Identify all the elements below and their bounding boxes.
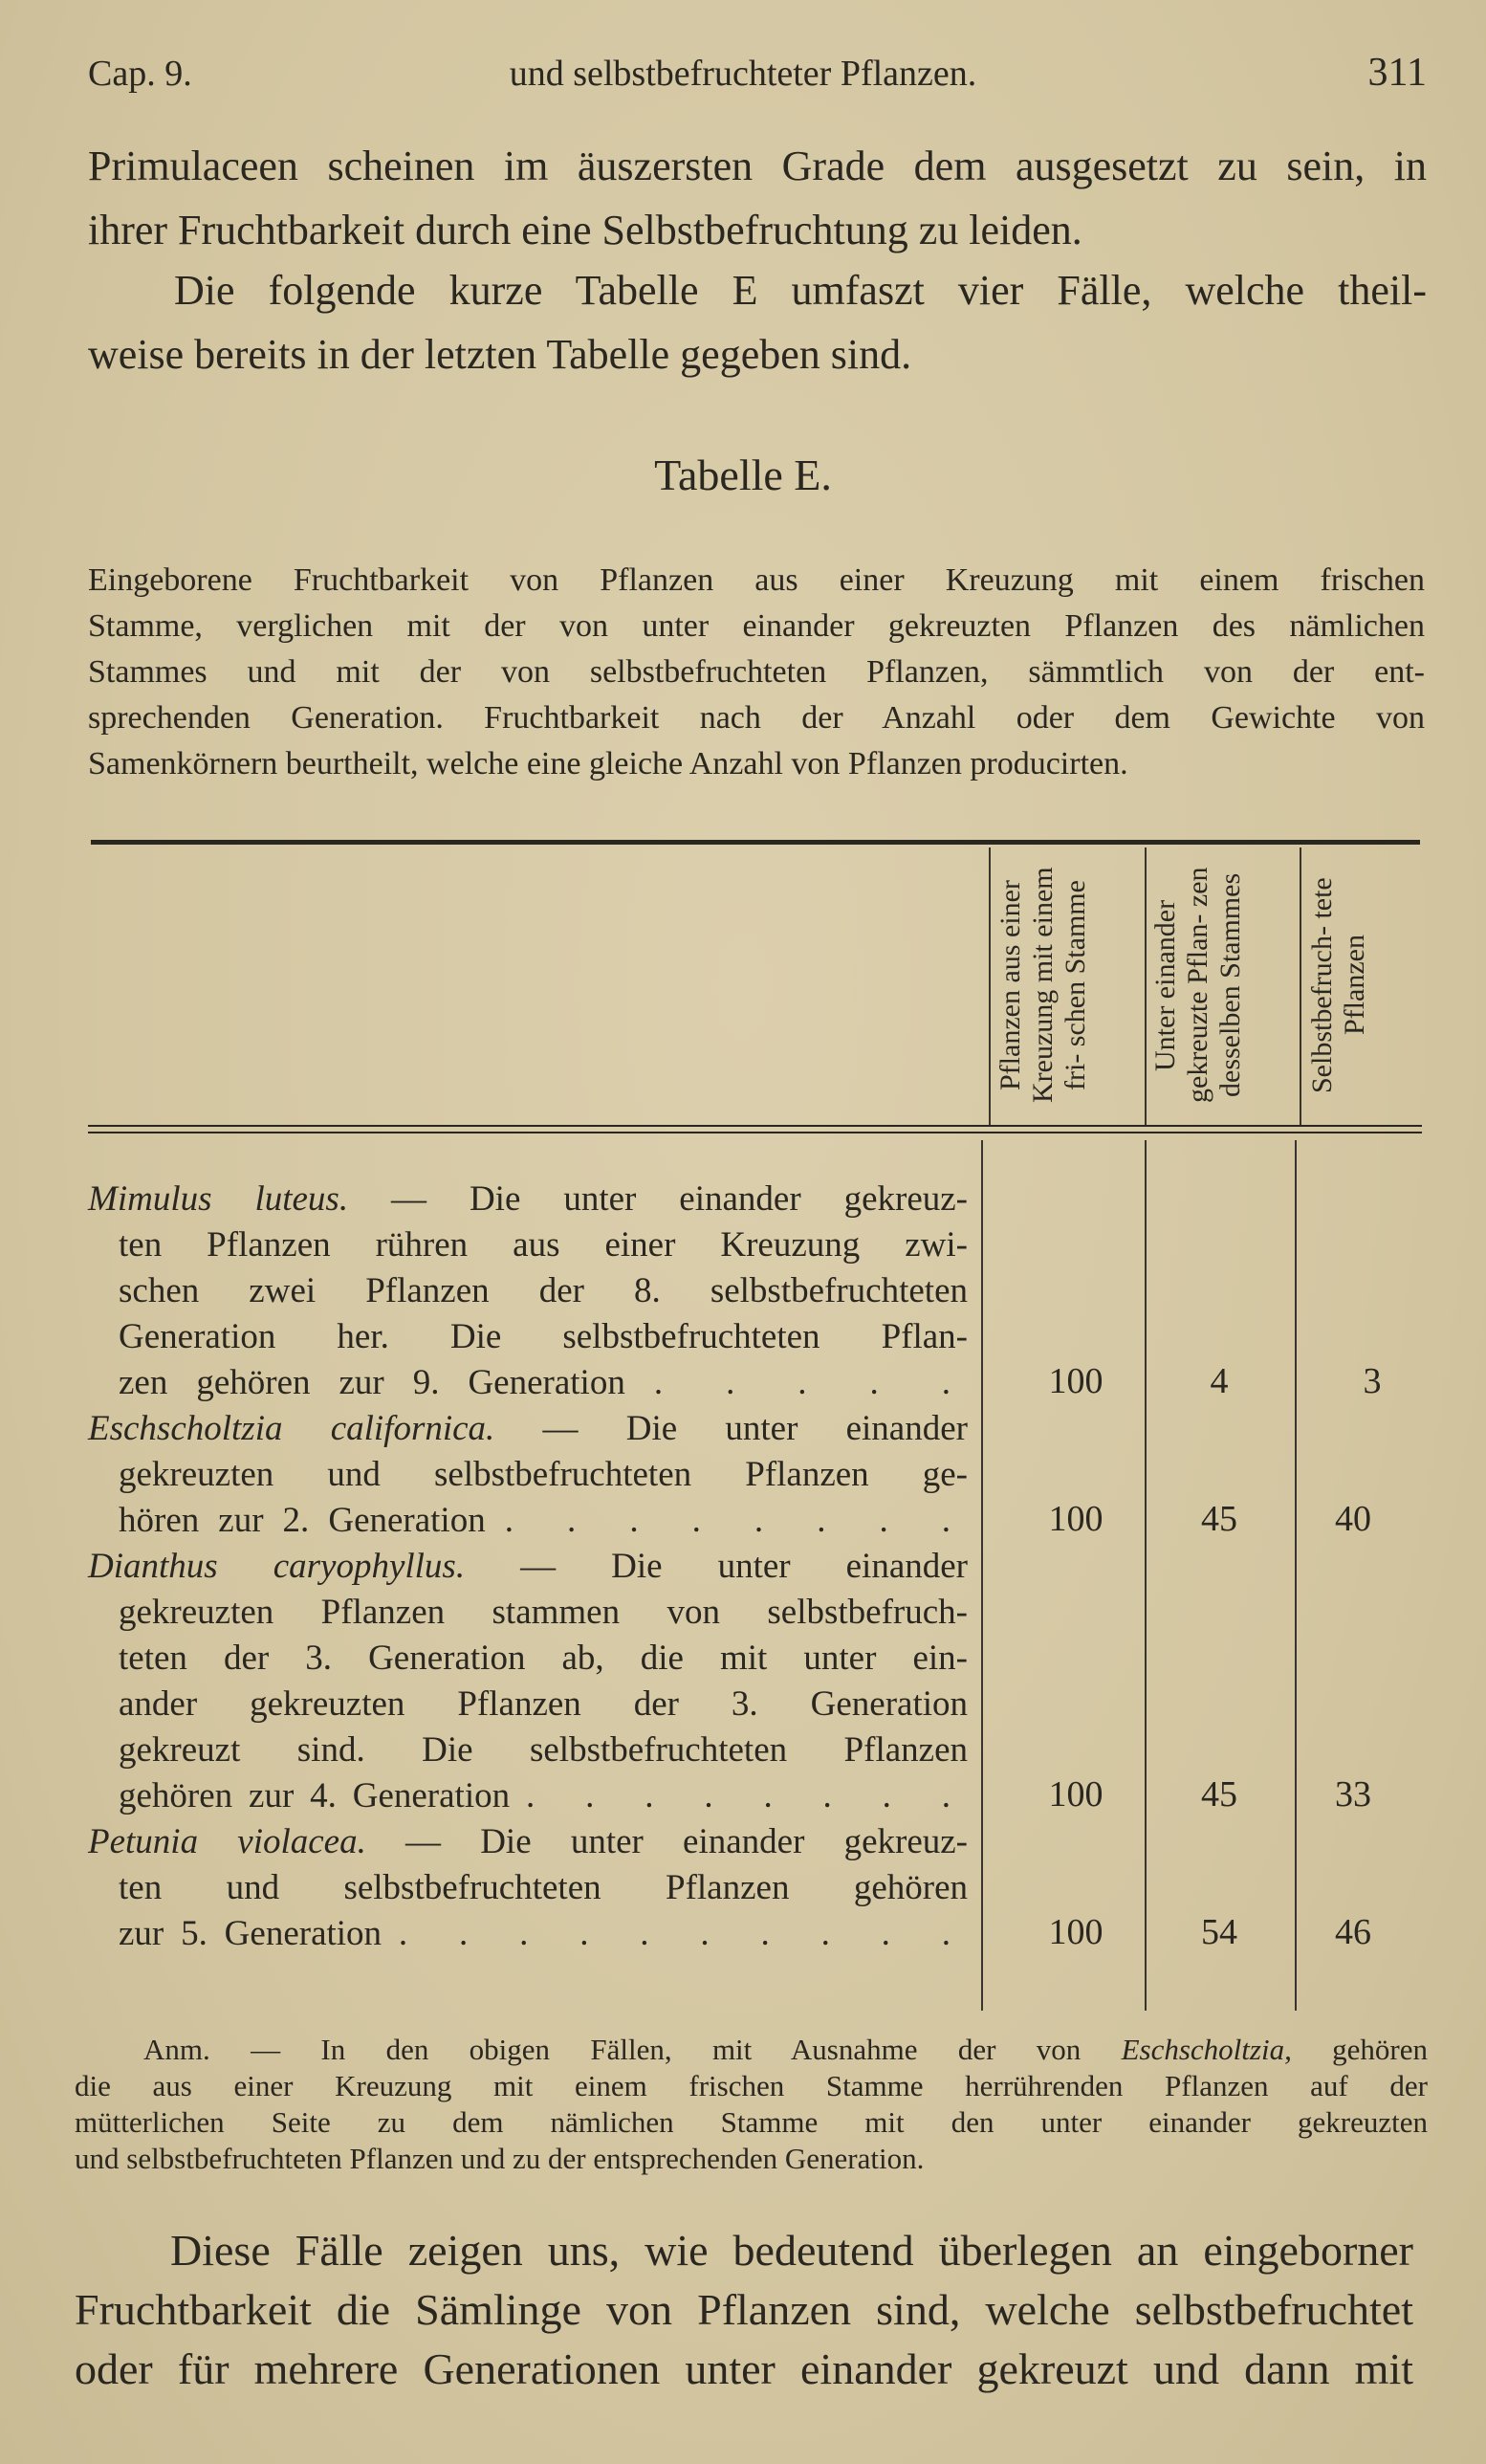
note-line: und selbstbefruchteten Pflanzen und zu der entsprechenden Generation.: [75, 2142, 925, 2175]
note-prefix: Anm. — In den obigen Fällen, mit Ausnahme der von: [143, 2033, 1122, 2066]
value-cross: 100: [1048, 1774, 1104, 1815]
intro-paragraph-2: [88, 258, 1427, 386]
top-rule: [91, 840, 1420, 845]
column-divider: [1145, 1140, 1147, 2011]
text-line: ihrer Fruchtbarkeit durch eine Selbstbefruchtung zu leiden.: [88, 207, 1082, 253]
header-rule: [88, 1132, 1422, 1133]
value-cross: 100: [1048, 1361, 1104, 1401]
column-divider: [1295, 1140, 1297, 2011]
running-title: und selbstbefruchteter Pflanzen.: [509, 54, 977, 94]
value-intercrossed: 45: [1201, 1774, 1237, 1815]
row-line: [88, 1773, 968, 1819]
page-number: 311: [1367, 51, 1427, 95]
species-name: Petunia violacea.: [88, 1822, 366, 1861]
species-name: Mimulus luteus.: [88, 1179, 349, 1219]
row-line: [88, 1819, 968, 1865]
caption-line: Stamme, verglichen mit der von unter einander gekreuzten Pflanzen des nämlichen: [88, 608, 1425, 644]
value-cross: 100: [1048, 1499, 1104, 1539]
column-header-self: Selbstbefruch- tete Pflanzen: [1306, 877, 1370, 1093]
row-line: [88, 1498, 968, 1544]
leader-dots: . . . . . . . .: [504, 1501, 969, 1540]
row-line: gekreuzten und selbstbefruchteten Pflanzen ge-: [119, 1455, 968, 1494]
species-name: Dianthus caryophyllus.: [88, 1547, 466, 1586]
note-italic: Eschscholtzia,: [1121, 2033, 1292, 2066]
closing-paragraph: [75, 2221, 1413, 2399]
leader-dots: . . . . . . . . . .: [398, 1914, 968, 1953]
text-line: Primulaceen scheinen im äuszersten Grade dem ausgesetzt zu sein, in: [88, 143, 1427, 189]
row-line: [88, 1911, 968, 1957]
value-self: 33: [1335, 1774, 1371, 1815]
caption-line: Stammes und mit der von selbstbefruchteten Pflanzen, sämmtlich von der ent-: [88, 654, 1425, 690]
row-text: — Die unter einander gekreuz-: [365, 1822, 968, 1861]
column-divider: [1145, 847, 1147, 1125]
species-name: Eschscholtzia californica.: [88, 1409, 495, 1448]
row-line: [88, 1177, 968, 1222]
row-line: Generation her. Die selbstbefruchteten Pflan-: [119, 1317, 968, 1356]
leader-dots: . . . . . . . .: [526, 1776, 969, 1815]
value-self: 40: [1335, 1499, 1371, 1539]
table-row: [88, 1819, 968, 1957]
row-line: [88, 1406, 968, 1452]
row-line: gekreuzt sind. Die selbstbefruchteten Pflanzen: [119, 1730, 968, 1770]
table-row: [88, 1177, 968, 1406]
leader-dots: . . . . .: [653, 1363, 969, 1402]
row-text: zen gehören zur 9. Generation: [119, 1363, 625, 1402]
row-line: gekreuzten Pflanzen stammen von selbstbefruch-: [119, 1593, 968, 1632]
header-rule: [88, 1125, 1422, 1127]
row-text: — Die unter einander gekreuz-: [348, 1179, 968, 1219]
note-line: [75, 2032, 1428, 2068]
note-suffix: gehören: [1291, 2033, 1429, 2066]
note-line: mütterlichen Seite zu dem nämlichen Stamme mit den unter einander gekreuzten: [75, 2105, 1428, 2139]
caption-line: sprechenden Generation. Fruchtbarkeit nach der Anzahl oder dem Gewichte von: [88, 700, 1425, 736]
row-line: [88, 1544, 968, 1590]
row-text: hören zur 2. Generation: [119, 1501, 486, 1540]
caption-line: Samenkörnern beurtheilt, welche eine gleiche Anzahl von Pflanzen producirten.: [88, 746, 1128, 781]
value-self: 3: [1363, 1361, 1382, 1401]
column-divider: [1300, 847, 1301, 1125]
row-line: ten Pflanzen rühren aus einer Kreuzung zwi-: [119, 1225, 968, 1265]
text-line: Diese Fälle zeigen uns, wie bedeutend überlegen an eingeborner: [170, 2226, 1413, 2275]
row-text: gehören zur 4. Generation: [119, 1776, 511, 1815]
column-header-intercrossed: Unter einander gekreuzte Pflan- zen desselben Stammes: [1149, 867, 1246, 1104]
row-line: ten und selbstbefruchteten Pflanzen gehören: [119, 1868, 968, 1907]
caption-line: Eingeborene Fruchtbarkeit von Pflanzen aus einer Kreuzung mit einem frischen: [88, 562, 1425, 598]
column-header-cross: Pflanzen aus einer Kreuzung mit einem fri- schen Stamme: [994, 867, 1091, 1104]
row-line: ander gekreuzten Pflanzen der 3. Generation: [119, 1684, 968, 1724]
text-line: oder für mehrere Generationen unter einander gekreuzt und dann mit: [75, 2344, 1413, 2393]
note-line: die aus einer Kreuzung mit einem frischen Stamme herrührenden Pflanzen auf der: [75, 2069, 1428, 2102]
table-title: Tabelle E.: [654, 451, 832, 499]
row-line: [88, 1360, 968, 1406]
row-text: — Die unter einander: [465, 1547, 968, 1586]
value-intercrossed: 54: [1201, 1912, 1237, 1952]
row-line: schen zwei Pflanzen der 8. selbstbefruchteten: [119, 1271, 968, 1310]
chapter-label: Cap. 9.: [88, 54, 192, 94]
value-intercrossed: 4: [1210, 1361, 1229, 1401]
column-divider: [989, 847, 991, 1125]
table-row: [88, 1406, 968, 1544]
row-line: teten der 3. Generation ab, die mit unter ein-: [119, 1639, 968, 1678]
table-row: [88, 1544, 968, 1819]
row-text: zur 5. Generation: [119, 1914, 382, 1953]
table-note: [75, 2032, 1428, 2177]
row-text: — Die unter einander: [494, 1409, 968, 1448]
text-line: Fruchtbarkeit die Sämlinge von Pflanzen sind, welche selbstbefruchtet: [75, 2285, 1413, 2334]
value-self: 46: [1335, 1912, 1371, 1952]
value-cross: 100: [1048, 1912, 1104, 1952]
value-intercrossed: 45: [1201, 1499, 1237, 1539]
table-caption: [88, 558, 1425, 787]
column-divider: [981, 1140, 983, 2011]
intro-paragraph: [88, 134, 1427, 262]
text-line: weise bereits in der letzten Tabelle gegeben sind.: [88, 331, 912, 378]
text-line: Die folgende kurze Tabelle E umfaszt vier Fälle, welche theil-: [174, 267, 1427, 314]
